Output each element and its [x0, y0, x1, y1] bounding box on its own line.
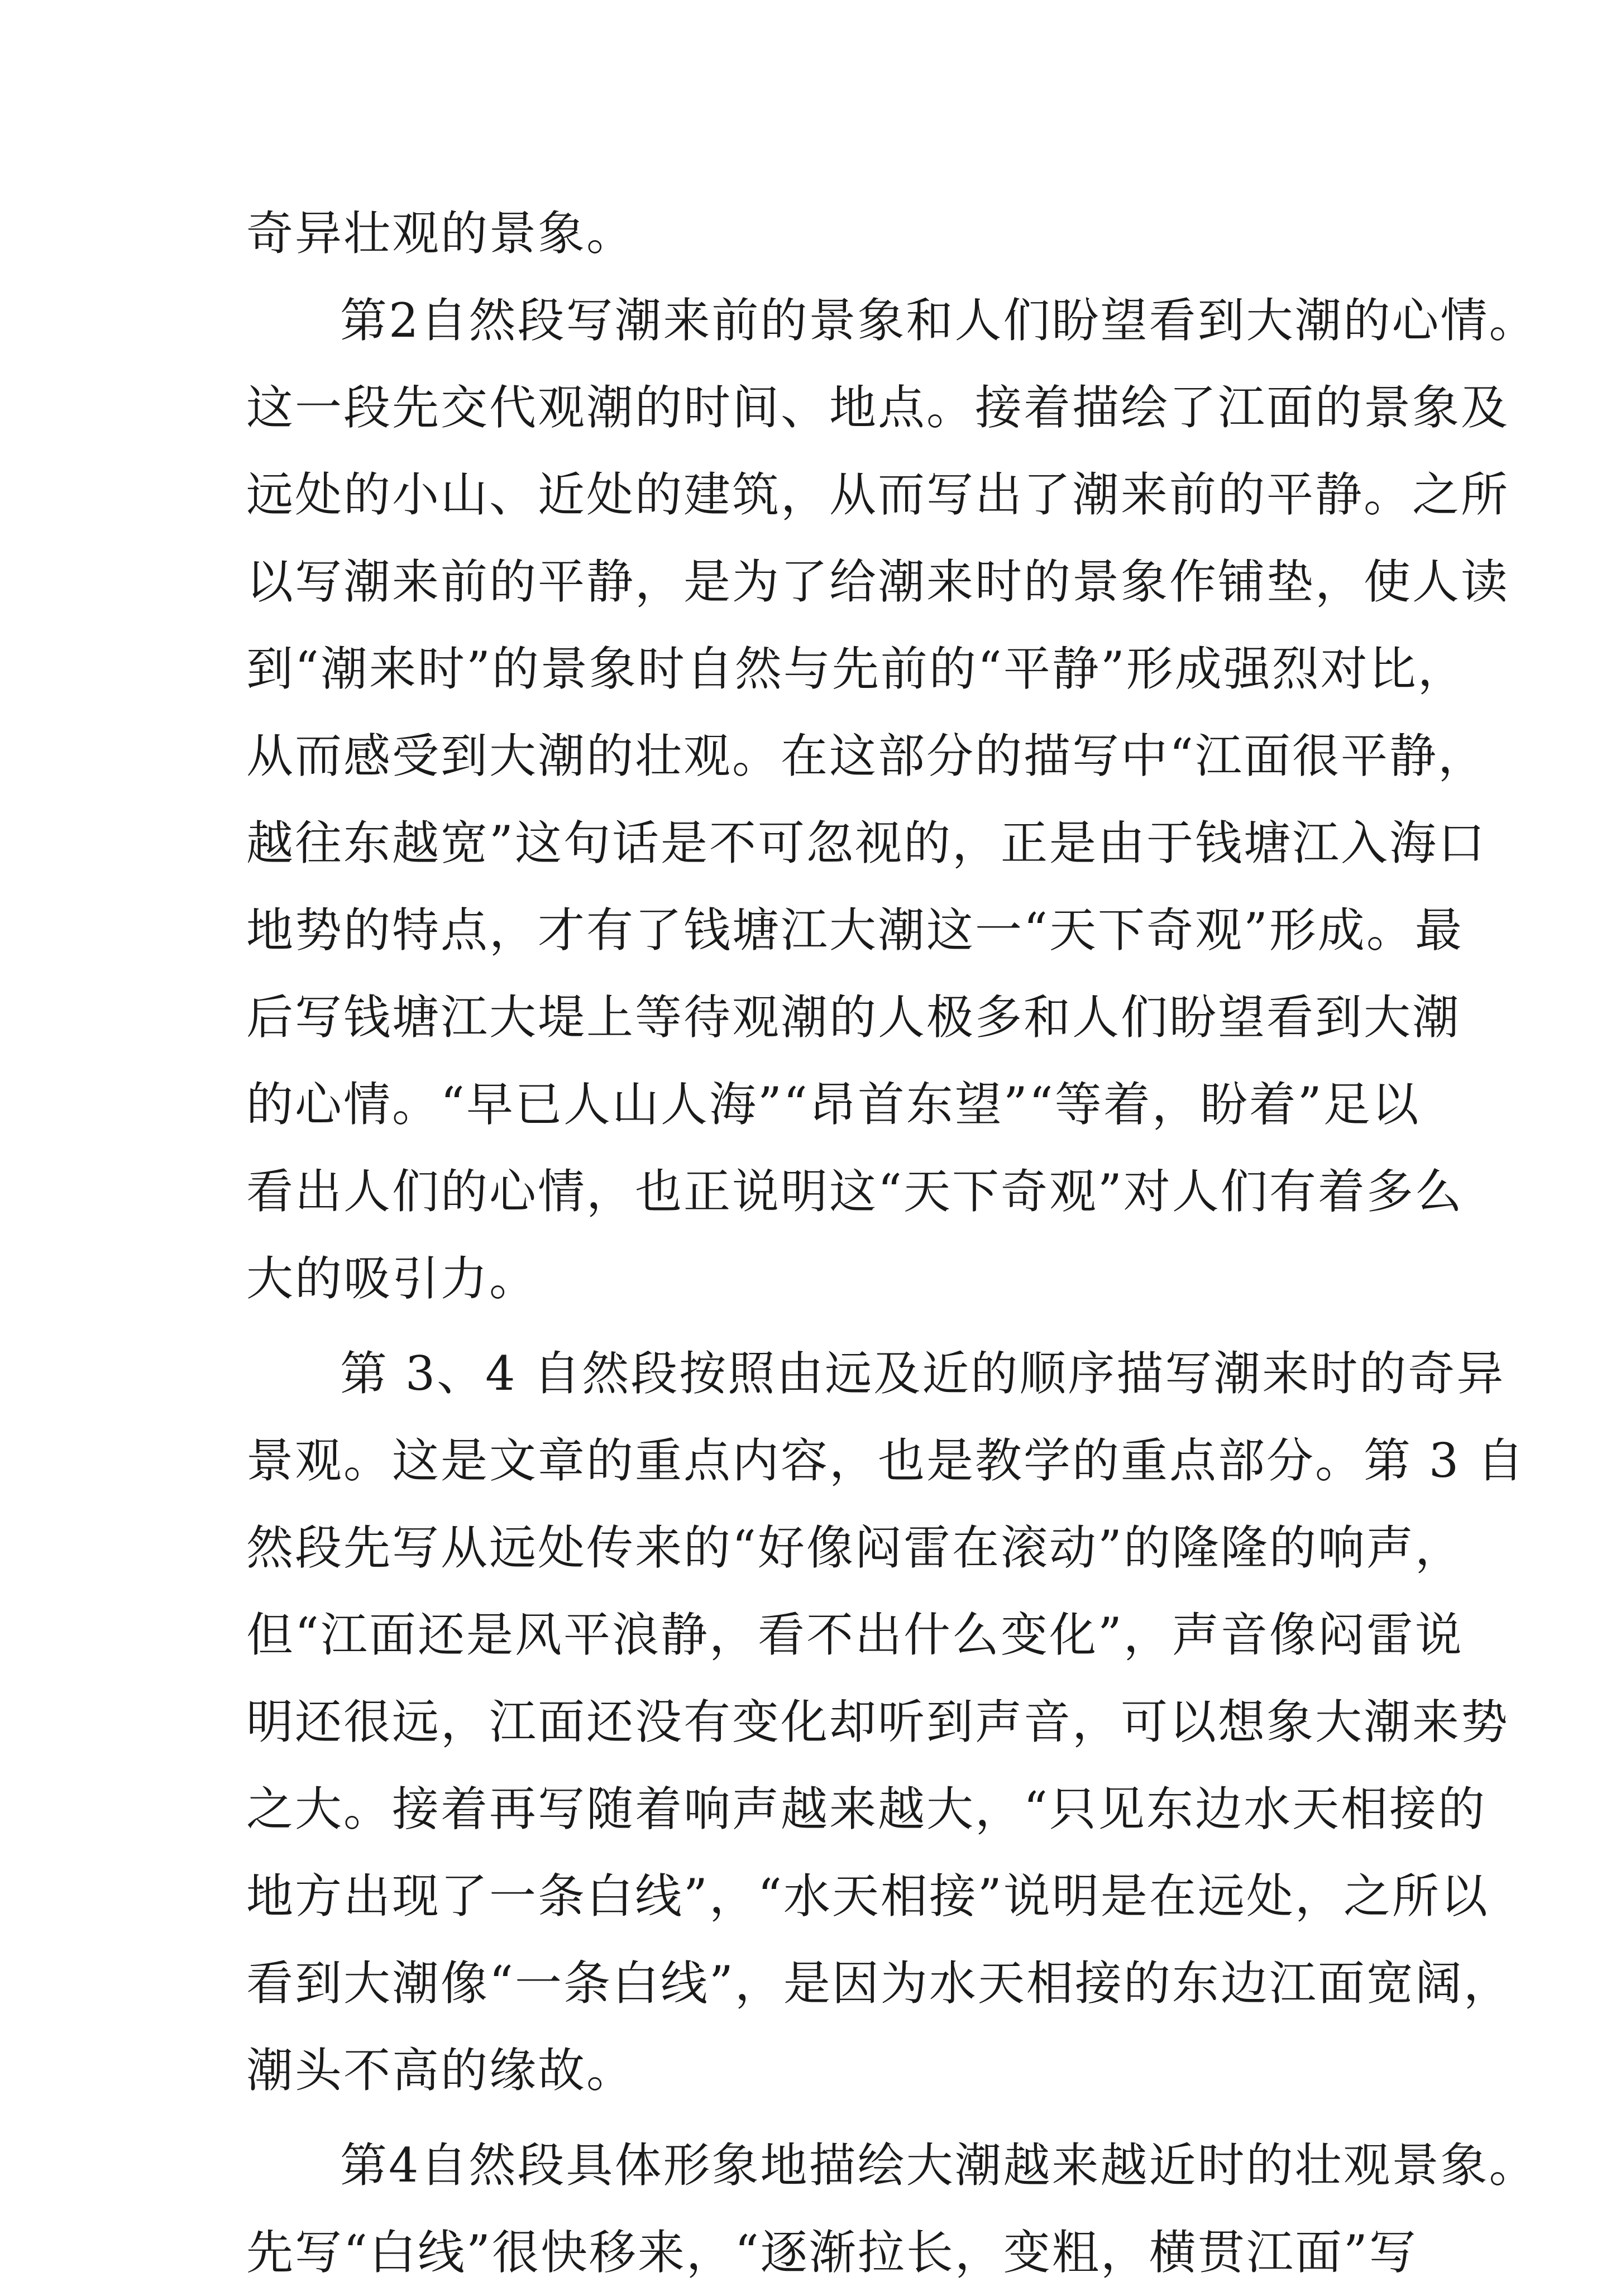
text-line: 越往东越宽”这句话是不可忽视的，正是由于钱塘江入海口 — [246, 816, 1486, 870]
text-line: 然段先写从远处传来的“好像闷雷在滚动”的隆隆的响声， — [246, 1520, 1464, 1575]
text-line: 奇异壮观的景象。 — [246, 206, 635, 261]
text-line: 景观。这是文章的重点内容，也是教学的重点部分。第 3 自 — [246, 1433, 1526, 1488]
text-line: 地方出现了一条白线”，“水天相接”说明是在远处，之所以 — [246, 1869, 1489, 1924]
text-line: 地势的特点，才有了钱塘江大潮这一“天下奇观”形成。最 — [246, 903, 1464, 958]
text-line: 后写钱塘江大堤上等待观潮的人极多和人们盼望看到大潮 — [246, 990, 1461, 1045]
text-line: 明还很远，江面还没有变化却听到声音，可以想象大潮来势 — [246, 1695, 1510, 1749]
text-line: 远处的小山、近处的建筑，从而写出了潮来前的平静。之所 — [246, 467, 1510, 522]
text-line: 从而感受到大潮的壮观。在这部分的描写中“江面很平静， — [246, 729, 1486, 783]
paragraph-start-line: 第4自然段具体形象地描绘大潮越来越近时的壮观景象。 — [340, 2138, 1538, 2193]
text-line: 大的吸引力。 — [246, 1251, 538, 1306]
text-line: 之大。接着再写随着响声越来越大，“只见东边水天相接的 — [246, 1782, 1486, 1836]
paragraph-start-line: 第2自然段写潮来前的景象和人们盼望看到大潮的心情。 — [340, 293, 1538, 348]
text-line: 到“潮来时”的景象时自然与先前的“平静”形成强烈对比， — [246, 642, 1466, 696]
text-line: 但“江面还是风平浪静，看不出什么变化”，声音像闷雷说 — [246, 1608, 1464, 1662]
text-line: 这一段先交代观潮的时间、地点。接着描绘了江面的景象及 — [246, 380, 1510, 435]
text-line: 先写“白线”很快移来，“逐渐拉长，变粗，横贯江面”写 — [246, 2225, 1418, 2280]
text-line: 潮头不高的缘故。 — [246, 2043, 635, 2098]
text-line: 的心情。“早已人山人海”“昂首东望”“等着，盼着”足以 — [246, 1077, 1421, 1132]
text-line: 看到大潮像“一条白线”，是因为水天相接的东边江面宽阔， — [246, 1956, 1512, 2011]
paragraph-start-line: 第 3、4 自然段按照由远及近的顺序描写潮来时的奇异 — [340, 1346, 1505, 1401]
body-text — [246, 190, 1538, 2296]
text-line: 看出人们的心情，也正说明这“天下奇观”对人们有着多么 — [246, 1164, 1464, 1219]
text-line: 以写潮来前的平静，是为了给潮来时的景象作铺垫，使人读 — [246, 554, 1510, 609]
